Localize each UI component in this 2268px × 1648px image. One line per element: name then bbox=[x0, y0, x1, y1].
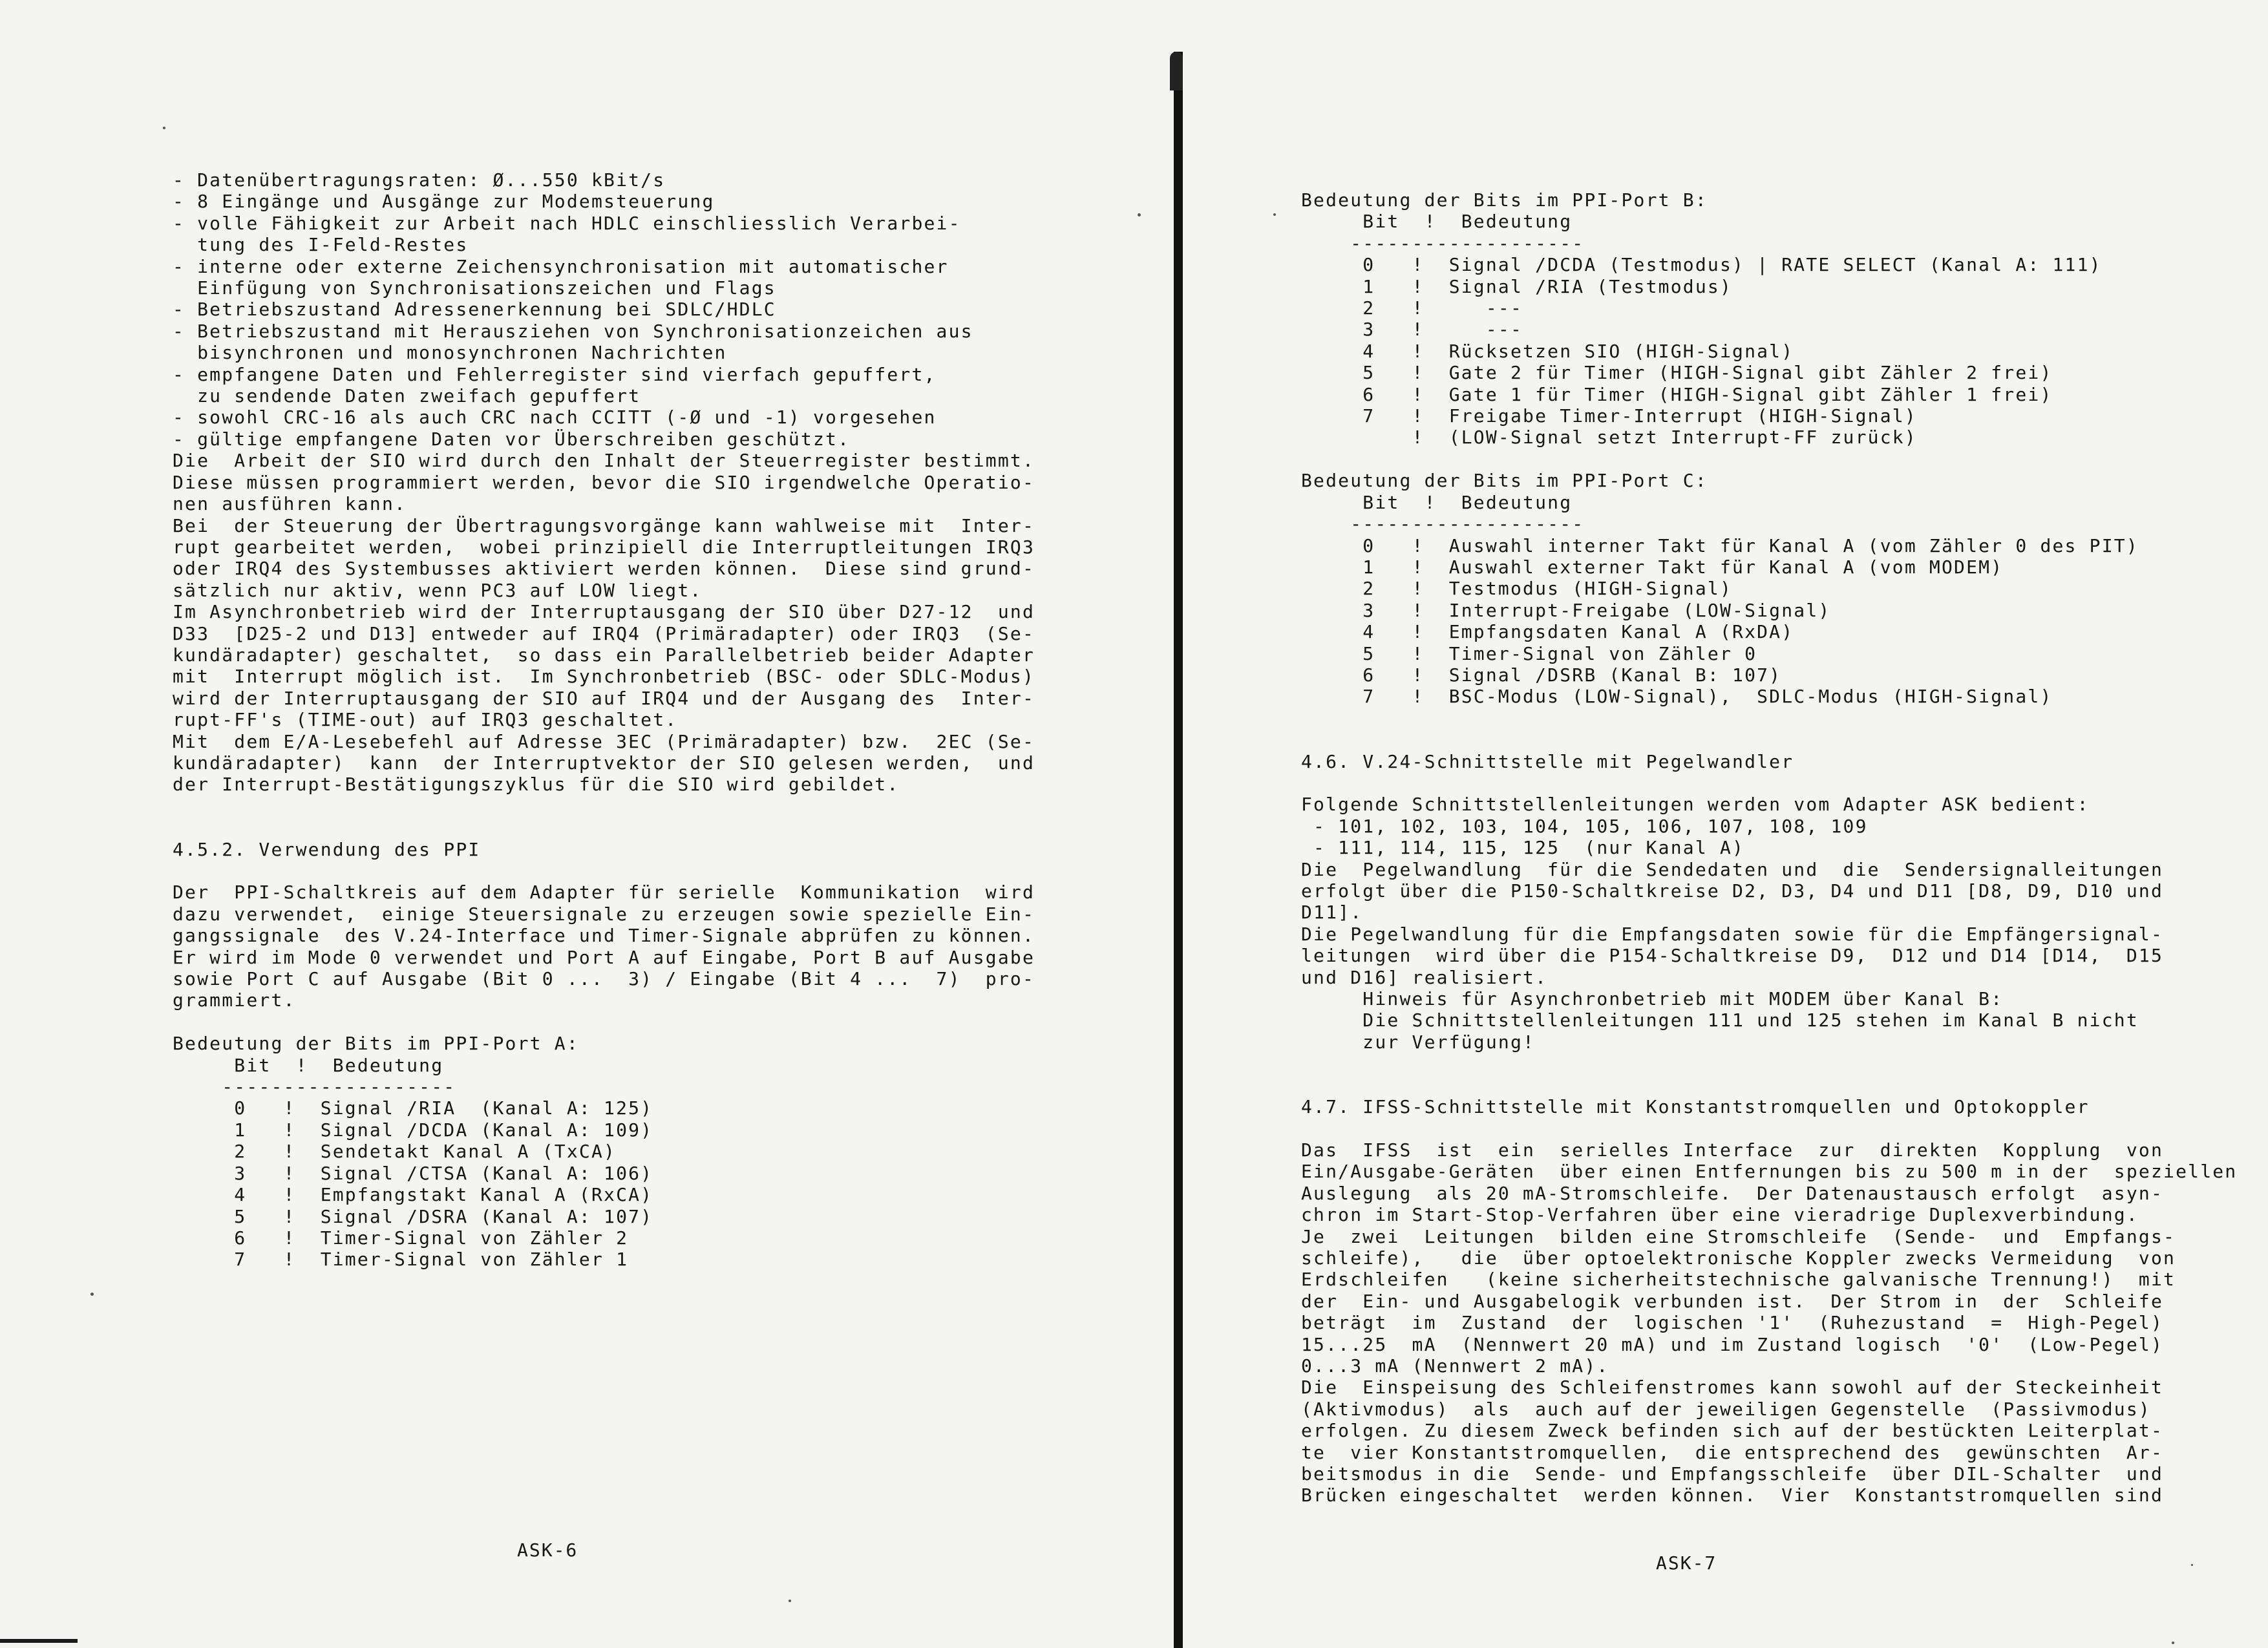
scan-speck bbox=[1138, 213, 1141, 217]
right-page-number: ASK-7 bbox=[1656, 1552, 1717, 1574]
book-binding-gutter bbox=[1174, 52, 1183, 1648]
scan-speck bbox=[789, 1600, 791, 1602]
scan-speck bbox=[90, 1293, 94, 1296]
left-page-number: ASK-6 bbox=[517, 1539, 578, 1561]
left-page-body-text: - Datenübertragungsraten: Ø...550 kBit/s - 8 Eingänge und Ausgänge zur Modemsteuerung - volle Fähigkeit zur Arbeit nach HDLC einschliesslich Verarbei- tung des I-Feld-Restes - interne oder externe Zeichensynchronisation mit automatischer Einfügung von Synchronisationszeichen und Flags - Betriebszustand Adressenerkennung bei SDLC/HDLC - Betriebszustand mit Herausziehen von Synchronisationzeichen aus bisynchronen und monosynchronen Nachrichten - empfangene Daten und Fehlerregister sind vierfach gepuffert, zu sendende Daten zweifach gepuffert - sowohl CRC-16 als auch CRC nach CCITT (-Ø und -1) vorgesehen - gültige empfangene Daten vor Überschreiben geschützt. Die Arbeit der SIO wird durch den Inhalt der Steuerregister bestimmt. Diese müssen programmiert werden, bevor die SIO irgendwelche Operatio- nen ausführen kann. Bei der Steuerung der Übertragungsvorgänge kann wahlweise mit Inter- rupt gearbeitet werden, wobei prinzipiell die Interruptleitungen IRQ3 oder IRQ4 des Systembusses aktiviert werden können. Diese sind grund- sätzlich nur aktiv, wenn PC3 auf LOW liegt. Im Asynchronbetrieb wird der Interruptausgang der SIO über D27-12 und D33 [D25-2 und D13] entweder auf IRQ4 (Primäradapter) oder IRQ3 (Se- kundäradapter) geschaltet, so dass ein Parallelbetrieb beider Adapter mit Interrupt möglich ist. Im Synchronbetrieb (BSC- oder SDLC-Modus) wird der Interruptausgang der SIO auf IRQ4 und der Ausgang des Inter- rupt-FF's (TIME-out) auf IRQ3 geschaltet. Mit dem E/A-Lesebefehl auf Adresse 3EC (Primäradapter) bzw. 2EC (Se- kundäradapter) kann der Interruptvektor der SIO gelesen werden, und der Interrupt-Bestätigungszyklus für die SIO wird gebildet. 4.5.2. Verwendung des PPI Der PPI-Schaltkreis auf dem Adapter für serielle Kommunikation wird dazu verwendet, einige Steuersignale zu erzeugen sowie spezielle Ein- gangssignale des V.24-Interface und Timer-Signale abprüfen zu können. Er wird im Mode 0 verwendet und Port A auf Eingabe, Port B auf Ausgabe sowie Port C auf Ausgabe (Bit 0 ... 3) / Eingabe (Bit 4 ... 7) pro- grammiert. Bedeutung der Bits im PPI-Port A: Bit ! Bedeutung ------------------- 0 ! Signal /RIA (Kanal A: 125) 1 ! Signal /DCDA (Kanal A: 109) 2 ! Sendetakt Kanal A (TxCA) 3 ! Signal /CTSA (Kanal A: 106) 4 ! Empfangstakt Kanal A (RxCA) 5 ! Signal /DSRA (Kanal A: 107) 6 ! Timer-Signal von Zähler 2 7 ! Timer-Signal von Zähler 1 bbox=[173, 169, 1035, 1271]
right-page bbox=[1183, 0, 2268, 1648]
scan-edge-mark bbox=[0, 1639, 78, 1643]
right-page-body-text: Bedeutung der Bits im PPI-Port B: Bit ! Bedeutung ------------------- 0 ! Signal /DCDA (Testmodus) | RATE SELECT (Kanal A: 111) 1 ! Signal /RIA (Testmodus) 2 ! --- 3 ! --- 4 ! Rücksetzen SIO (HIGH-Signal) 5 ! Gate 2 für Timer (HIGH-Signal gibt Zähler 2 frei) 6 ! Gate 1 für Timer (HIGH-Signal gibt Zähler 1 frei) 7 ! Freigabe Timer-Interrupt (HIGH-Signal) ! (LOW-Signal setzt Interrupt-FF zurück) Bedeutung der Bits im PPI-Port C: Bit ! Bedeutung ------------------- 0 ! Auswahl interner Takt für Kanal A (vom Zähler 0 des PIT) 1 ! Auswahl externer Takt für Kanal A (vom MODEM) 2 ! Testmodus (HIGH-Signal) 3 ! Interrupt-Freigabe (LOW-Signal) 4 ! Empfangsdaten Kanal A (RxDA) 5 ! Timer-Signal von Zähler 0 6 ! Signal /DSRB (Kanal B: 107) 7 ! BSC-Modus (LOW-Signal), SDLC-Modus (HIGH-Signal) 4.6. V.24-Schnittstelle mit Pegelwandler Folgende Schnittstellenleitungen werden vom Adapter ASK bedient: - 101, 102, 103, 104, 105, 106, 107, 108, 109 - 111, 114, 115, 125 (nur Kanal A) Die Pegelwandlung für die Sendedaten und die Sendersignalleitungen erfolgt über die P150-Schaltkreise D2, D3, D4 und D11 [D8, D9, D10 und D11]. Die Pegelwandlung für die Empfangsdaten sowie für die Empfängersignal- leitungen wird über die P154-Schaltkreise D9, D12 und D14 [D14, D15 und D16] realisiert. Hinweis für Asynchronbetrieb mit MODEM über Kanal B: Die Schnittstellenleitungen 111 und 125 stehen im Kanal B nicht zur Verfügung! 4.7. IFSS-Schnittstelle mit Konstantstromquellen und Optokoppler Das IFSS ist ein serielles Interface zur direkten Kopplung von Ein/Ausgabe-Geräten über einen Entfernungen bis zu 500 m in der speziellen Auslegung als 20 mA-Stromschleife. Der Datenaustausch erfolgt asyn- chron im Start-Stop-Verfahren über eine vieradrige Duplexverbindung. Je zwei Leitungen bilden eine Stromschleife (Sende- und Empfangs- schleife), die über optoelektronische Koppler zwecks Vermeidung von Erdschleifen (keine sicherheitstechnische galvanische Trennung!) mit der Ein- und Ausgabelogik verbunden ist. Der Strom in der Schleife beträgt im Zustand der logischen '1' (Ruhezustand = High-Pegel) 15...25 mA (Nennwert 20 mA) und im Zustand logisch '0' (Low-Pegel) 0...3 mA (Nennwert 2 mA). Die Einspeisung des Schleifenstromes kann sowohl auf der Steckeinheit (Aktivmodus) als auch auf der jeweiligen Gegenstelle (Passivmodus) erfolgen. Zu diesem Zweck befinden sich auf der bestückten Leiterplat- te vier Konstantstromquellen, die entsprechend des gewünschten Ar- beitsmodus in die Sende- und Empfangsschleife über DIL-Schalter und Brücken eingeschaltet werden können. Vier Konstantstromquellen sind bbox=[1301, 189, 2238, 1506]
book-binding-top bbox=[1170, 52, 1183, 90]
scan-speck bbox=[2191, 1564, 2193, 1566]
scan-speck bbox=[163, 127, 165, 129]
scan-speck bbox=[2172, 1642, 2174, 1644]
scan-speck bbox=[1273, 213, 1276, 216]
